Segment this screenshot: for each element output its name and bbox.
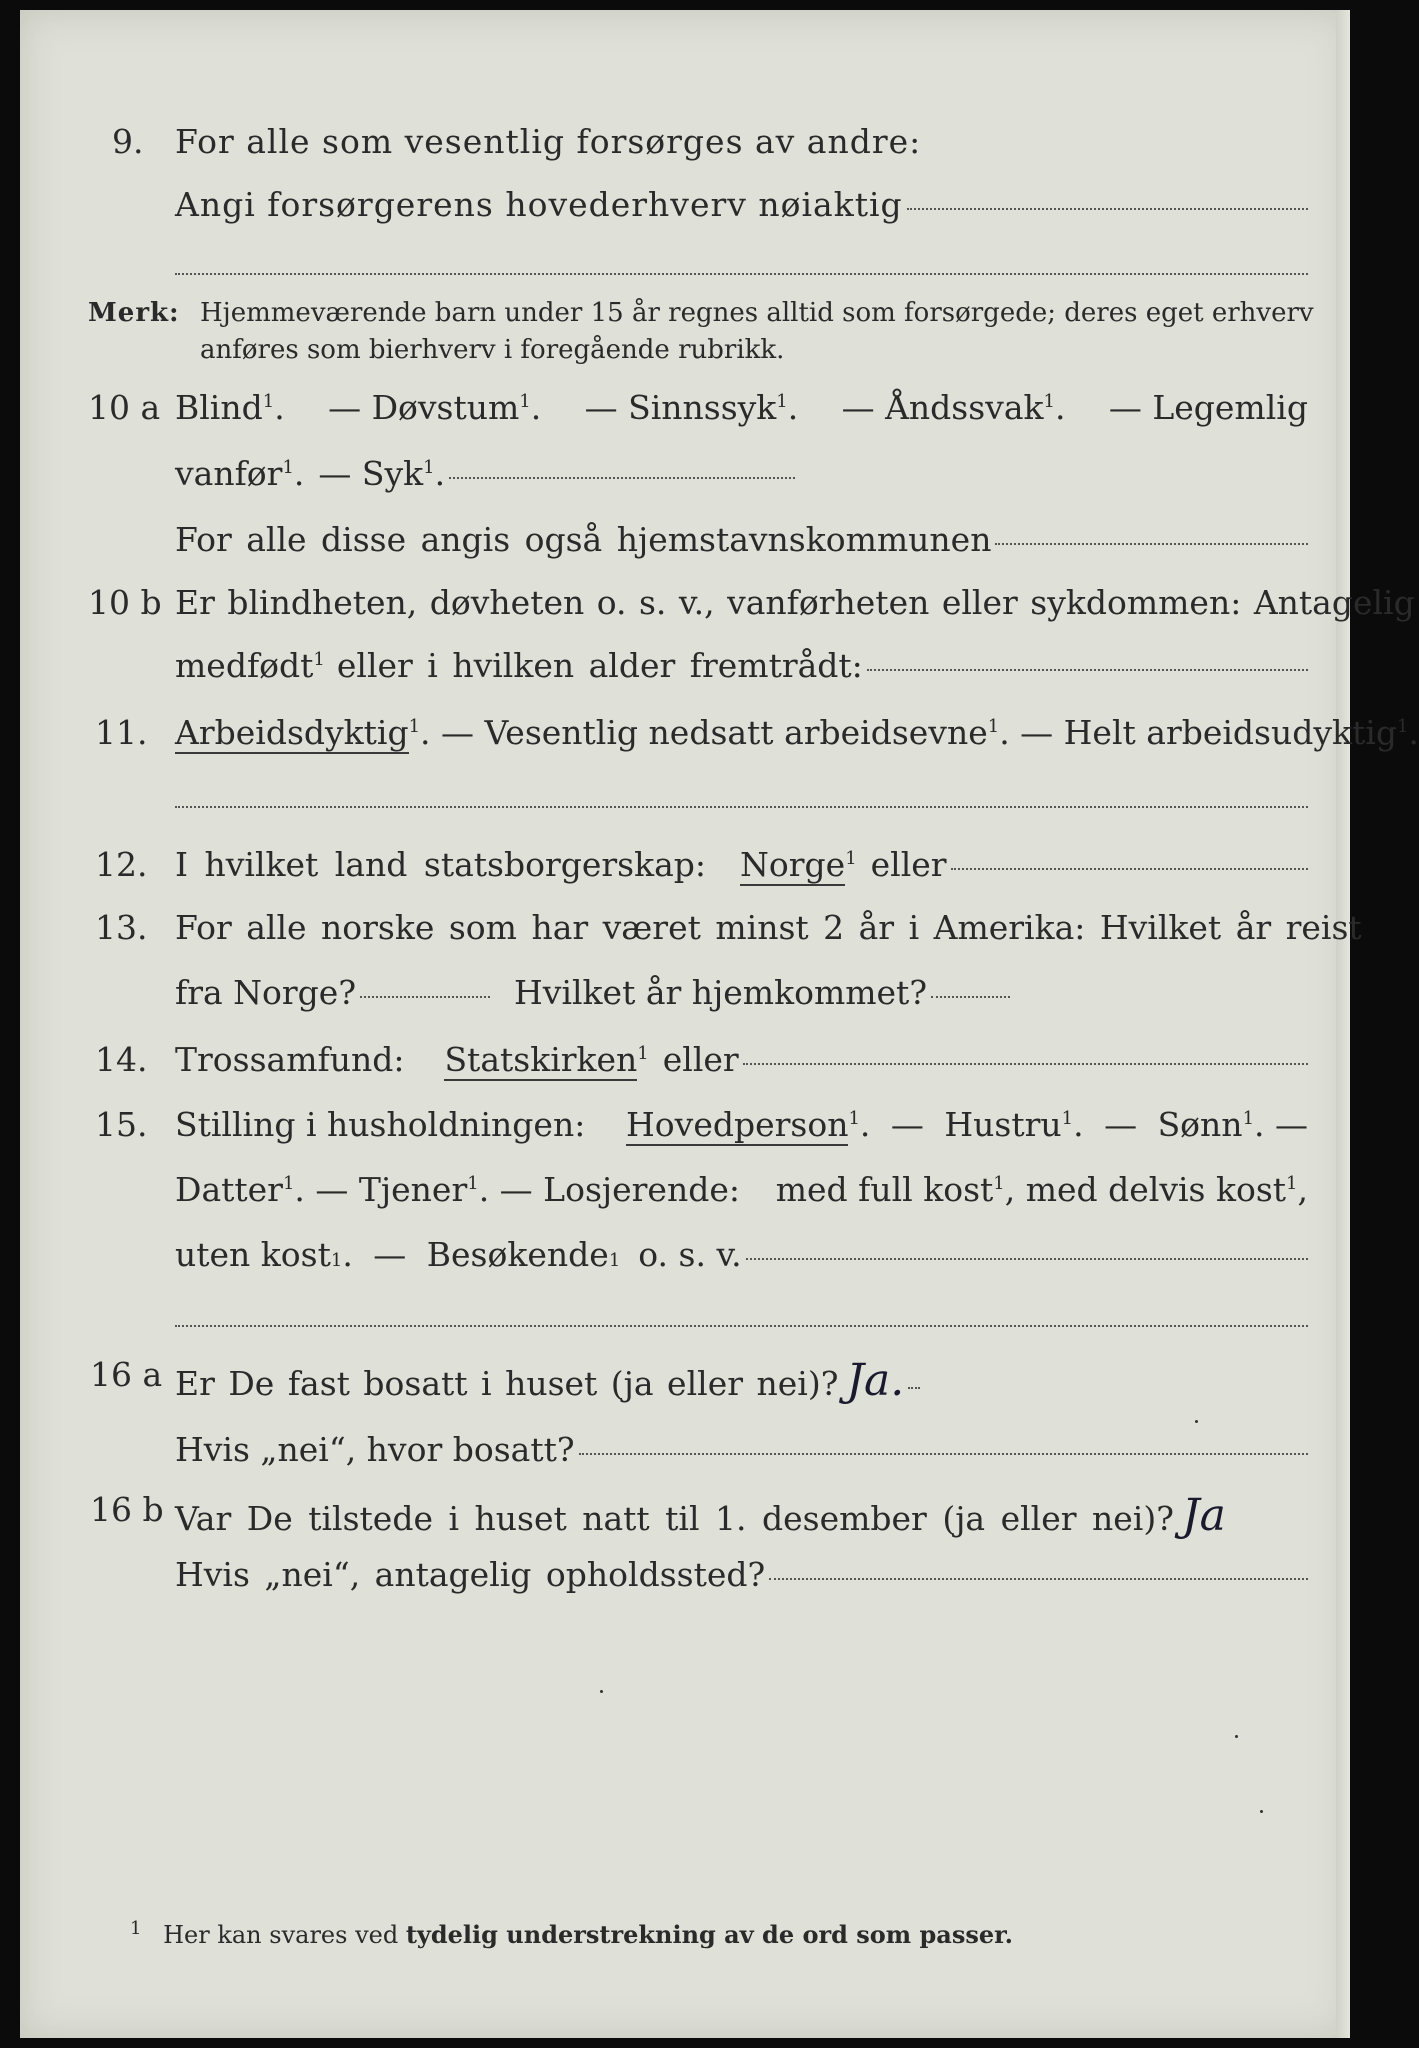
q15-opt-sonn[interactable]: . — Sønn — [1073, 1105, 1243, 1144]
scan-speck — [1260, 1810, 1263, 1813]
footnote — [130, 1920, 1013, 1949]
q16a-answer-line[interactable] — [908, 1387, 920, 1389]
q12-number: 12. — [95, 845, 148, 884]
q15-opt-delvis-kost[interactable]: , med delvis kost — [1004, 1170, 1287, 1209]
q9-text: For alle som vesentlig forsørges av andre: — [175, 122, 922, 161]
q10a-number: 10 a — [88, 388, 161, 427]
q15-opt-besokende[interactable]: . — Besøkende — [342, 1235, 609, 1274]
q15-question: Stilling i husholdningen: — [175, 1105, 586, 1144]
q16b-handwritten-answer[interactable]: Ja — [1181, 1490, 1226, 1541]
q13-hjemkommet-line[interactable] — [931, 996, 1010, 998]
scan-speck — [1235, 1735, 1238, 1738]
q10a-opt-andssvak: — Åndssvak$^1$. — [841, 388, 1066, 427]
q14-question: Trossamfund: — [175, 1040, 405, 1079]
q16b-number: 16 b — [90, 1490, 164, 1529]
q10b-alder-question: eller i hvilken alder fremtrådt: — [336, 646, 863, 685]
merk-text-2: anføres som bierhverv i foregående rubrikk. — [200, 335, 785, 365]
q16b-opholdssted-question: Hvis „nei“, antagelig opholdssted? — [175, 1555, 766, 1594]
q16a-bosatt-line[interactable] — [579, 1453, 1308, 1455]
q9-question: Angi forsørgerens hovederhverv nøiaktig — [175, 185, 903, 224]
q10b-number: 10 b — [88, 583, 162, 622]
q13-hjemkommet-question: Hvilket år hjemkommet? — [514, 973, 928, 1012]
q15-opt-hustru[interactable]: . — Hustru — [859, 1105, 1062, 1144]
q10a-hjemstavn-question: For alle disse angis også hjemstavnskommunen — [175, 520, 992, 559]
q10a-opt-syk: — Syk$^1$. — [318, 454, 446, 493]
q10a-opt-sinnssyk: — Sinnssyk$^1$. — [584, 388, 799, 427]
q9-number: 9. — [112, 122, 144, 161]
q13-reist-line[interactable] — [360, 996, 490, 998]
q9-extra-line[interactable] — [175, 273, 1308, 275]
scan-speck — [600, 1690, 603, 1693]
q14-answer-statskirken[interactable]: Statskirken — [444, 1040, 638, 1079]
q11-opt-udyktig[interactable]: . — Helt arbeidsudyktig — [999, 713, 1397, 752]
q14-number: 14. — [95, 1040, 148, 1079]
q15-opt-full-kost[interactable]: med full kost — [775, 1170, 994, 1209]
q10b-answer-line[interactable] — [867, 669, 1308, 671]
q15-number: 15. — [95, 1105, 148, 1144]
q14-answer-line[interactable] — [743, 1063, 1308, 1065]
q10a-opt-vanfor: vanfør$^1$. — [175, 454, 305, 493]
footnote-mark: 1 — [130, 1918, 142, 1939]
q16a-question: Er De fast bosatt i huset (ja eller nei)? — [175, 1364, 839, 1403]
q10b-medfodt: medfødt — [175, 646, 314, 685]
q9-answer-line[interactable] — [907, 208, 1308, 210]
scan-edge — [1336, 10, 1350, 2038]
q16b-question: Var De tilstede i huset natt til 1. desember (ja eller nei)? — [175, 1499, 1174, 1538]
q11-extra-line[interactable] — [175, 806, 1308, 808]
census-form-page: 9. For alle som vesentlig forsørges av andre: Angi forsørgerens hovederhverv nøiaktig Merk: Hjemmeværende barn under 15 år regnes alltid som forsørgede; deres eget erhverv anføres som bierhverv i foregående rubrikk. 10 a Blind$^1$. — Døvstum$^1$. — Sinnssyk$^1$. — Åndssvak$^1$. — Legemlig vanfør$^1$. — Syk$^1$. For alle disse angis også hjemstavnskommunen 10 b Er blindheten, døvheten o. s. v., vanførheten eller sykdommen: Antagelig medfødt$^1$ eller i hvilken alder fremtrådt: 11. Arbeidsdyktig$^1$. — Vesentlig nedsatt arbeidsevne$^1$. — Helt arbeidsudyktig$^1$. 12. I hvilket land statsborgerskap: Norge$^1$ eller 13. For alle norske som har været minst 2 år i Amerika: Hvilket år reist fra Norge? Hvilket år hjemkommet? 14. Trossamfund: Statskirken$^1$ eller 15. Stilling i husholdningen: Hovedperson$^1$. — Hustru$^1$. — Sønn$^1$. — Datter$^1$. — Tjener$^1$. — Losjerende: med full kost$^1$, med delvis kost$^1$, uten kost 1 . — Besøkende 1 o. s. v. 16 a Er De fast bosatt i huset (ja eller nei)? Ja. Hvis „nei“, hvor bosatt? 16 b Var De tilstede i huset natt til 1. desember (ja eller nei)? Ja Hvis „nei“, antagelig opholdssted? $^1$ Her kan svares ved tydelig understrekning av de ord som passer. — [20, 10, 1350, 2038]
q16a-number: 16 a — [90, 1355, 163, 1394]
q12-eller: eller — [870, 845, 947, 884]
q10a-opt-legemlig: — Legemlig — [1108, 388, 1308, 427]
q10a-opt-blind: Blind$^1$. — [175, 388, 285, 427]
q13-reist-question: fra Norge? — [175, 973, 357, 1012]
q10a-hjemstavn-line[interactable] — [995, 543, 1308, 545]
q15-opt-hovedperson[interactable]: Hovedperson — [626, 1105, 849, 1144]
merk-label: Merk: — [88, 298, 180, 328]
scan-speck — [1195, 1420, 1198, 1423]
footnote-text: Her kan svares ved — [163, 1921, 399, 1949]
q15-opt-tjener[interactable]: . — Tjener — [294, 1170, 468, 1209]
q10b-text: Er blindheten, døvheten o. s. v., vanførheten eller sykdommen: Antagelig — [175, 583, 1415, 622]
q15-extra-line[interactable] — [175, 1325, 1308, 1327]
q15-opt-uten-kost[interactable]: uten kost — [175, 1235, 331, 1274]
q15-opt-datter[interactable]: Datter — [175, 1170, 283, 1209]
q12-answer-norge[interactable]: Norge — [740, 845, 846, 884]
q16a-handwritten-answer[interactable]: Ja. — [846, 1355, 905, 1406]
q11-opt-nedsatt[interactable]: . — Vesentlig nedsatt arbeidsevne — [420, 713, 988, 752]
footnote-bold-text: tydelig understrekning av de ord som passer. — [405, 1920, 1013, 1949]
merk-text-1: Hjemmeværende barn under 15 år regnes alltid som forsørgede; deres eget erhverv — [200, 298, 1314, 328]
q16b-opholdssted-line[interactable] — [769, 1578, 1308, 1580]
q13-text: For alle norske som har været minst 2 år i Amerika: Hvilket år reist — [175, 908, 1362, 947]
q11-number: 11. — [95, 713, 148, 752]
q11-opt-arbeidsdyktig[interactable]: Arbeidsdyktig — [175, 713, 409, 752]
q10a-opt-dovstum: — Døvstum$^1$. — [328, 388, 542, 427]
q15-answer-line[interactable] — [746, 1258, 1308, 1260]
q14-eller: eller — [662, 1040, 739, 1079]
q12-question: I hvilket land statsborgerskap: — [175, 845, 707, 884]
q12-answer-line[interactable] — [951, 868, 1308, 870]
q10a-answer-line[interactable] — [449, 477, 795, 479]
q15-opt-losjerende: . — Losjerende: — [478, 1170, 740, 1209]
q16a-bosatt-question: Hvis „nei“, hvor bosatt? — [175, 1430, 575, 1469]
q13-number: 13. — [95, 908, 148, 947]
q15-osv: o. s. v. — [638, 1235, 742, 1274]
